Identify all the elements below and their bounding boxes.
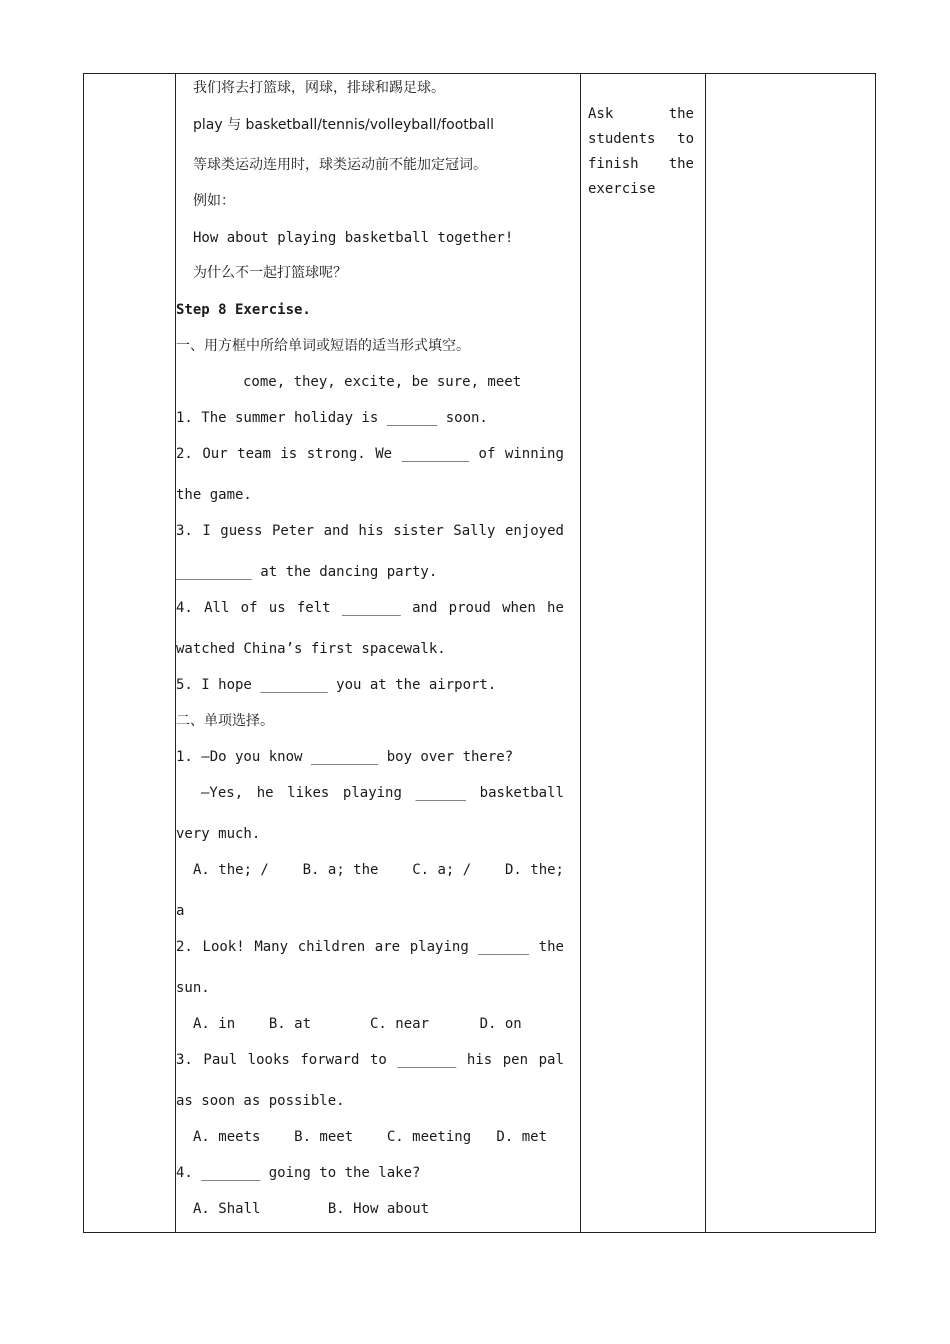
column-divider-2	[580, 74, 581, 1232]
choice-question-4: 4. _______ going to the lake?	[176, 1165, 421, 1181]
column-divider-3	[705, 74, 706, 1232]
content-line-5: How about playing basketball together!	[193, 230, 514, 246]
content-line-6: 为什么不一起打篮球呢？	[193, 265, 347, 281]
choice-question-3-cont: as soon as possible.	[176, 1093, 345, 1109]
choice-question-2: 2. Look! Many children are playing ______ the	[176, 939, 564, 955]
section-heading-fill-in: 一、用方框中所给单词或短语的适当形式填空。	[176, 338, 470, 354]
note-line-1: Ask the	[588, 106, 694, 122]
choice-question-1-options-cont: a	[176, 903, 185, 919]
fill-in-question-4: 4. All of us felt _______ and proud when he	[176, 600, 564, 616]
choice-question-3: 3. Paul looks forward to _______ his pen pal	[176, 1052, 564, 1068]
choice-question-1: 1. —Do you know ________ boy over there?	[176, 749, 514, 765]
fill-in-question-1: 1. The summer holiday is ______ soon.	[176, 410, 488, 426]
fill-in-question-4-cont: watched China’s first spacewalk.	[176, 641, 446, 657]
fill-in-question-3: 3. I guess Peter and his sister Sally enjoyed	[176, 523, 564, 539]
word-box-list: come, they, excite, be sure, meet	[243, 374, 522, 390]
choice-question-2-options: A. in B. at C. near D. on	[193, 1016, 522, 1032]
content-line-4: 例如：	[193, 193, 235, 209]
fill-in-question-5: 5. I hope ________ you at the airport.	[176, 677, 497, 693]
note-line-3: finish the	[588, 156, 694, 172]
choice-question-1-answer: —Yes, he likes playing ______ basketball	[201, 785, 564, 801]
fill-in-question-3-cont: _________ at the dancing party.	[176, 564, 438, 580]
choice-question-1-cont: very much.	[176, 826, 261, 842]
lesson-table	[83, 73, 876, 1233]
step-heading: Step 8 Exercise.	[176, 302, 311, 318]
content-line-2: play 与 basketball/tennis/volleyball/football	[193, 117, 495, 133]
note-line-4: exercise	[588, 181, 656, 197]
fill-in-question-2: 2. Our team is strong. We ________ of winning	[176, 446, 564, 462]
choice-question-4-options: A. Shall B. How about	[193, 1201, 430, 1217]
choice-question-2-cont: sun.	[176, 980, 210, 996]
section-heading-multiple-choice: 二、单项选择。	[176, 713, 274, 729]
content-line-3: 等球类运动连用时，球类运动前不能加定冠词。	[193, 157, 487, 173]
content-line-1: 我们将去打篮球，网球，排球和踢足球。	[193, 80, 445, 96]
fill-in-question-2-cont: the game.	[176, 487, 252, 503]
note-line-2: students to	[588, 131, 694, 147]
choice-question-3-options: A. meets B. meet C. meeting D. met	[193, 1129, 548, 1145]
choice-question-1-options: A. the; / B. a; the C. a; / D. the;	[193, 862, 564, 878]
